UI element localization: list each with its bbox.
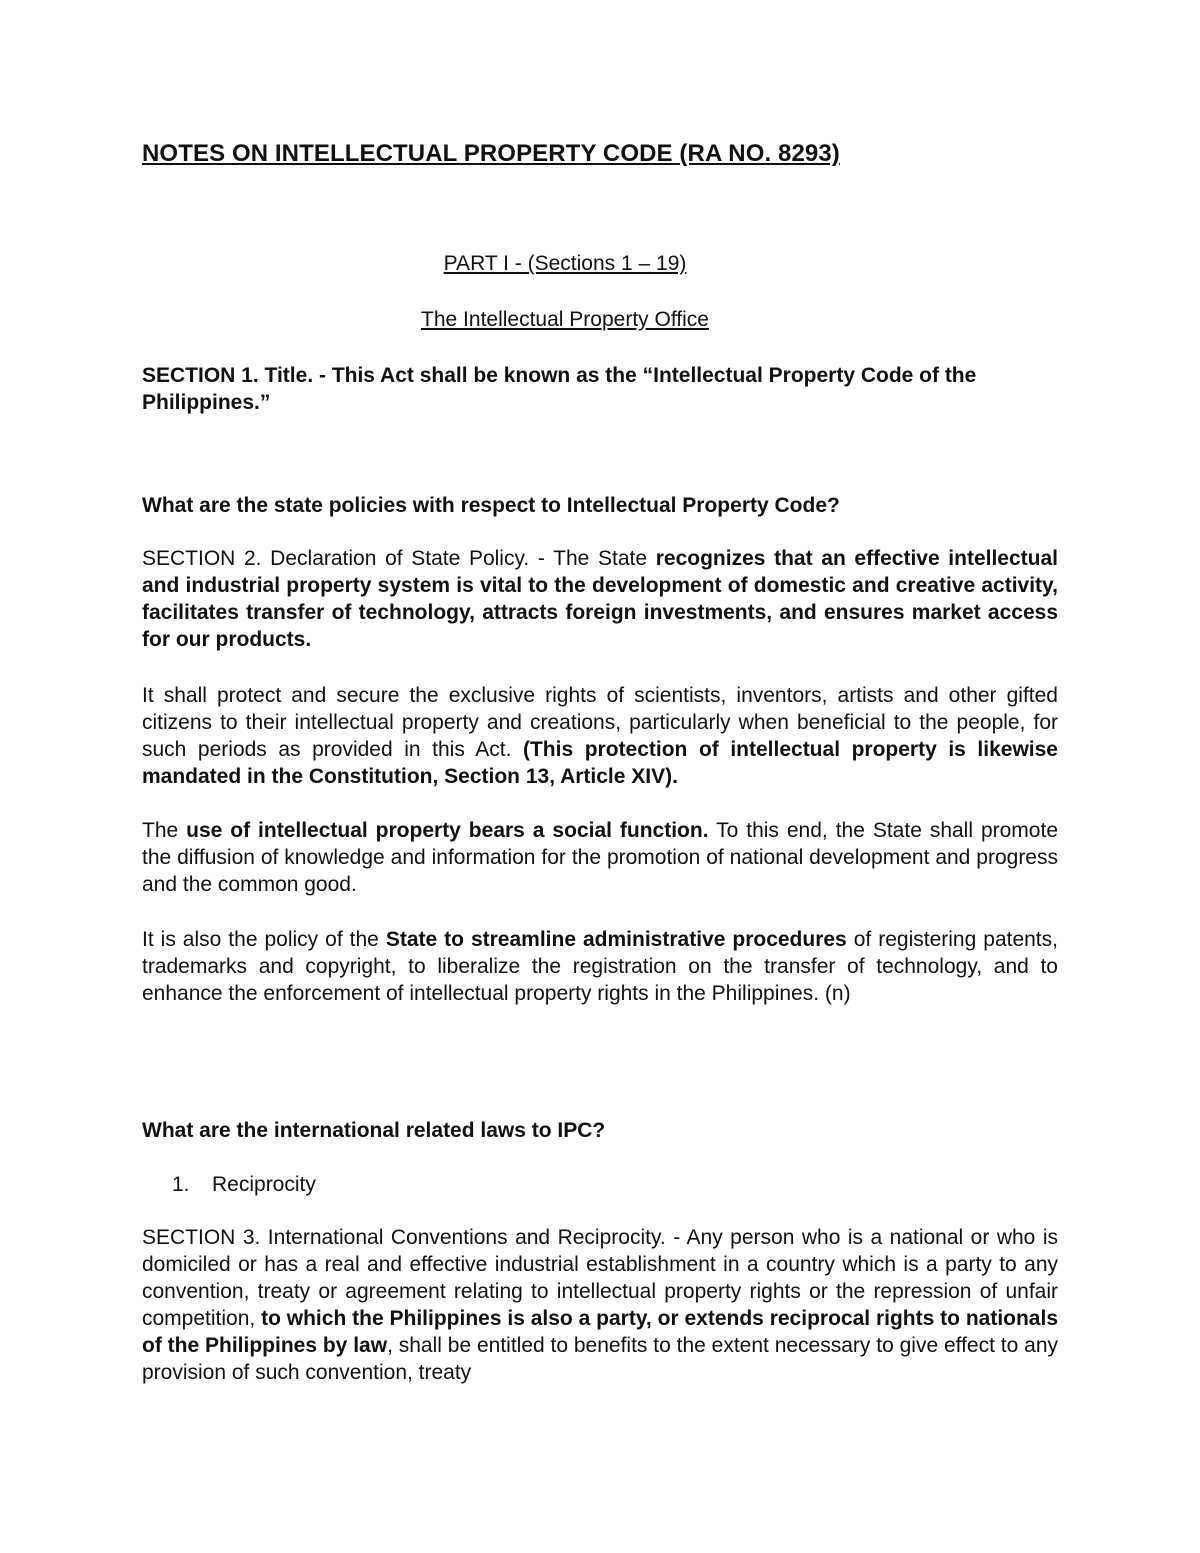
part-heading: PART I - (Sections 1 – 19) [443, 252, 687, 275]
section-1-paragraph [142, 362, 1058, 416]
protect-text: It shall protect and secure the exclusive rights of scientists, inventors, artists and other gifted citizens to their intellectual property and creations, particularly when beneficial to the people, for such periods as provided in this Act. [142, 684, 1058, 761]
social-post: To this end, the State shall promote the diffusion of knowledge and information for the promotion of national development and progress and the common good. [142, 819, 1058, 896]
section-1-label: SECTION 1. Title. [142, 364, 314, 387]
streamline-post: of registering patents, trademarks and copyright, to liberalize the registration on the transfer of technology, and to enhance the enforcement of intellectual property rights in the Philippines. (n) [142, 928, 1058, 1005]
social-bold: use of intellectual property bears a social function. [186, 819, 709, 842]
section-1-text: - This Act shall be known as the “Intellectual Property Code of the Philippines.” [142, 364, 977, 414]
section-2-paragraph [142, 545, 1058, 653]
list-item-reciprocity [172, 1171, 316, 1198]
list-number: 1. [172, 1173, 190, 1196]
streamline-pre: It is also the policy of the [142, 928, 386, 951]
streamline-paragraph [142, 926, 1058, 1007]
question-state-policies: What are the state policies with respect to Intellectual Property Code? [142, 494, 840, 517]
protect-paragraph [142, 682, 1058, 790]
section-3-paragraph [142, 1224, 1058, 1386]
protect-bold: (This protection of intellectual property is likewise mandated in the Constitution, Section 13, Article XIV). [142, 738, 1058, 788]
social-pre: The [142, 819, 187, 842]
section-3-pre: SECTION 3. International Conventions and Reciprocity. - Any person who is a national or who is domiciled or has a real and effective industrial establishment in a country which is a party to any convention, treaty or agreement relating to intellectual property rights or the repression of unfair competition, [142, 1226, 1058, 1330]
social-function-paragraph [142, 817, 1058, 898]
section-3-post: , shall be entitled to benefits to the extent necessary to give effect to any provision of such convention, treaty [142, 1334, 1058, 1384]
section-2-bold: recognizes that an effective intellectual and industrial property system is vital to the development of domestic and creative activity, facilitates transfer of technology, attracts foreign investments, and ensures market access for our products. [142, 547, 1059, 651]
streamline-bold: State to streamline administrative procedures [385, 928, 847, 951]
section-3-bold: to which the Philippines is also a party, or extends reciprocal rights to nationals of the Philippines by law [142, 1307, 1058, 1357]
question-international-laws: What are the international related laws to IPC? [142, 1119, 606, 1142]
office-heading: The Intellectual Property Office [421, 308, 709, 331]
list-label: Reciprocity [212, 1173, 316, 1196]
section-2-label: SECTION 2. Declaration of State Policy. - The State [142, 547, 656, 570]
document-title: NOTES ON INTELLECTUAL PROPERTY CODE (RA NO. 8293) [142, 140, 840, 167]
